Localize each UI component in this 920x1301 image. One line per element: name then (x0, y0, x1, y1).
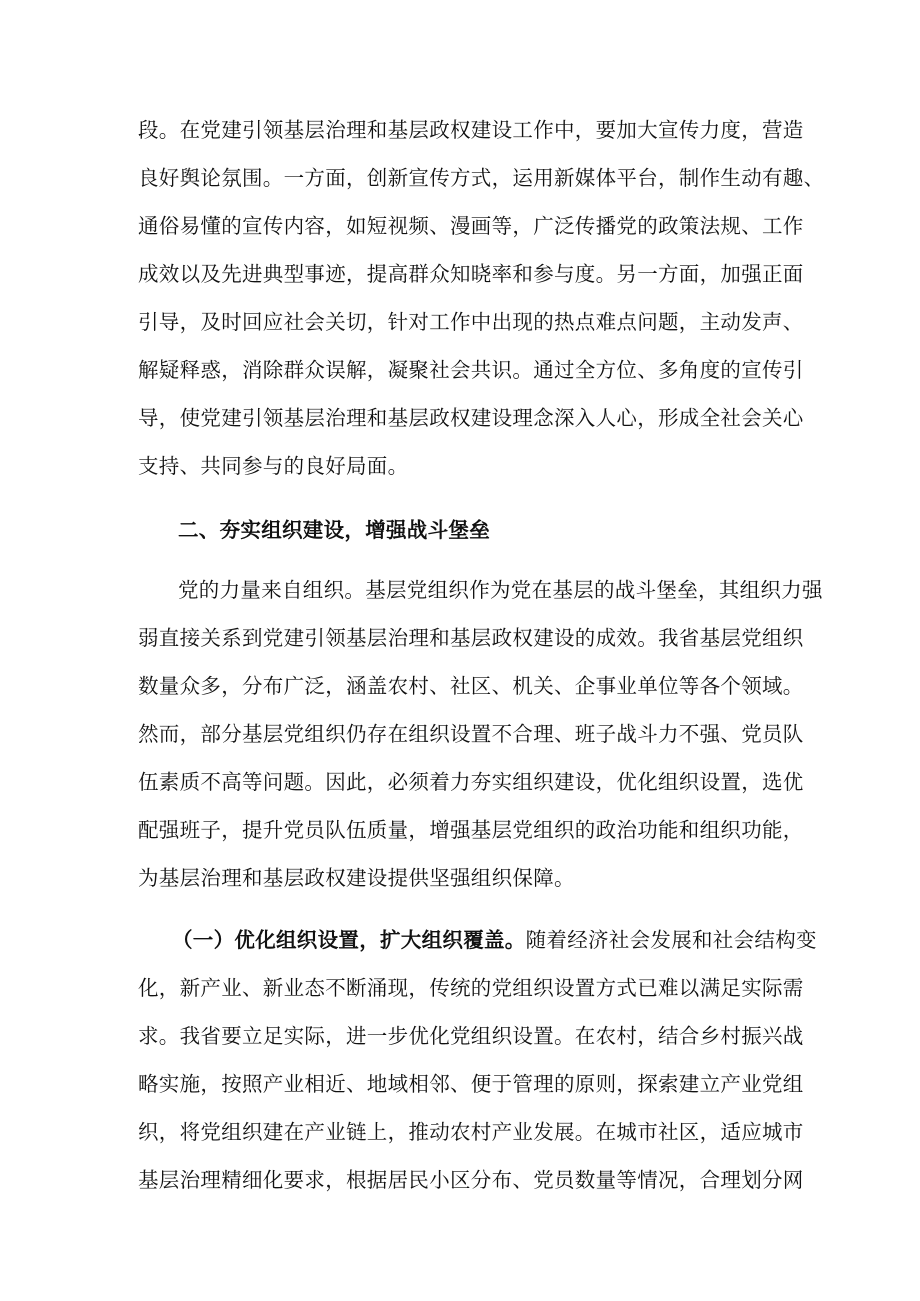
para-2-line-7: 为基层治理和基层政权建设提供坚强组织保障。 (138, 866, 575, 890)
para-2-line-5: 伍素质不高等问题。因此，必须着力夯实组织建设，优化组织设置，选优 (138, 770, 804, 794)
section-heading: 二、夯实组织建设，增强战斗堡垒 (178, 518, 490, 542)
para-1-line-6: 解疑释惑，消除群众误解，凝聚社会共识。通过全方位、多角度的宣传引 (138, 358, 804, 382)
para-2-line-3: 数量众多，分布广泛，涵盖农村、社区、机关、企事业单位等各个领域。 (138, 674, 804, 698)
para-1-line-5: 引导，及时回应社会关切，针对工作中出现的热点难点问题，主动发声、 (138, 310, 804, 334)
para-3-line-5: 织，将党组织建在产业链上，推动农村产业发展。在城市社区，适应城市 (138, 1120, 804, 1144)
para-2-line-1: 党的力量来自组织。基层党组织作为党在基层的战斗堡垒，其组织力强 (178, 578, 823, 602)
para-1-line-2: 良好舆论氛围。一方面，创新宣传方式，运用新媒体平台，制作生动有趣、 (138, 166, 825, 190)
para-3-line-1 (172, 916, 817, 964)
para-1-line-8: 支持、共同参与的良好局面。 (138, 454, 409, 478)
para-1-line-3: 通俗易懂的宣传内容，如短视频、漫画等，广泛传播党的政策法规、工作 (138, 214, 804, 238)
para-3-lead: （一）优化组织设置，扩大组织覆盖。 (172, 928, 526, 952)
para-3-line-2: 化，新产业、新业态不断涌现，传统的党组织设置方式已难以满足实际需 (138, 976, 804, 1000)
para-3-line-3: 求。我省要立足实际，进一步优化党组织设置。在农村，结合乡村振兴战 (138, 1024, 804, 1048)
para-2-line-4: 然而，部分基层党组织仍存在组织设置不合理、班子战斗力不强、党员队 (138, 722, 804, 746)
para-3-line-4: 略实施，按照产业相近、地域相邻、便于管理的原则，探索建立产业党组 (138, 1072, 804, 1096)
para-3-first-rest: 随着经济社会发展和社会结构变 (525, 928, 817, 952)
para-1-line-7: 导，使党建引领基层治理和基层政权建设理念深入人心，形成全社会关心 (138, 406, 804, 430)
para-1-line-1: 段。在党建引领基层治理和基层政权建设工作中，要加大宣传力度，营造 (138, 118, 804, 142)
para-3-line-6: 基层治理精细化要求，根据居民小区分布、党员数量等情况，合理划分网 (138, 1168, 804, 1192)
para-2-line-6: 配强班子，提升党员队伍质量，增强基层党组织的政治功能和组织功能， (138, 818, 804, 842)
para-2-line-2: 弱直接关系到党建引领基层治理和基层政权建设的成效。我省基层党组织 (138, 626, 804, 650)
para-1-line-4: 成效以及先进典型事迹，提高群众知晓率和参与度。另一方面，加强正面 (138, 262, 804, 286)
